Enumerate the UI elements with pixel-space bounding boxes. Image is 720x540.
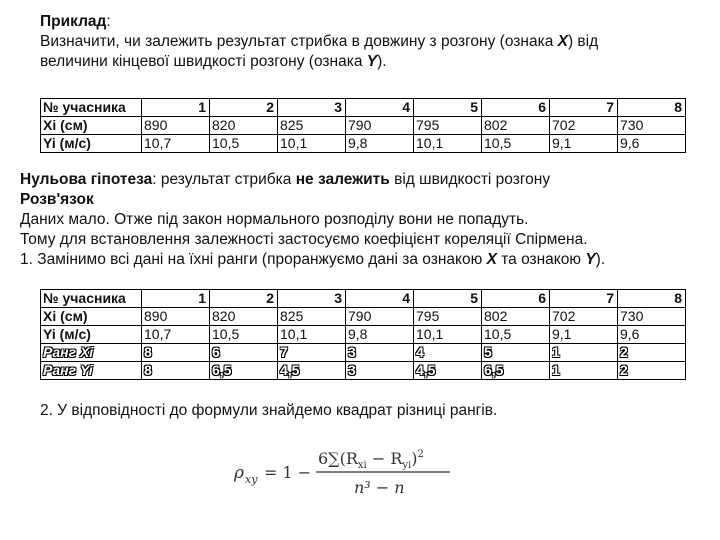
participant-number: 6 xyxy=(482,99,550,117)
table-cell: 10,1 xyxy=(278,326,346,344)
table-cell: 825 xyxy=(278,117,346,135)
table-cell: 7 xyxy=(278,344,346,362)
table-cell: 4 xyxy=(414,344,482,362)
table-cell: 2 xyxy=(618,362,686,380)
participant-number: 7 xyxy=(550,99,618,117)
line-data: Даних мало. Отже під закон нормального розподілу вони не попадуть. xyxy=(20,211,529,228)
participant-number: 2 xyxy=(210,99,278,117)
table-cell: 10,5 xyxy=(482,326,550,344)
table-header-row xyxy=(41,290,686,308)
table-cell: 10,1 xyxy=(278,135,346,153)
table-cell: 3 xyxy=(346,344,414,362)
participant-number: 8 xyxy=(618,99,686,117)
table-cell: 4,5 xyxy=(414,362,482,380)
participant-number: 2 xyxy=(210,290,278,308)
row-label: Yi (м/с) xyxy=(41,326,142,344)
table-cell: 1 xyxy=(550,362,618,380)
table-cell: 802 xyxy=(482,117,550,135)
table-cell: 790 xyxy=(346,117,414,135)
formula-rho: ρ xyxy=(234,463,244,483)
row-label: Ранг Yi xyxy=(41,362,142,380)
intro-title: Приклад: xyxy=(40,13,111,30)
table-cell: 10,1 xyxy=(414,135,482,153)
step-1: 1. Замінимо всі дані на їхні ранги (проранжуємо дані за ознакою X та ознакою Y). xyxy=(20,251,606,268)
table-cell: 4,5 xyxy=(278,362,346,380)
table-cell: 10,5 xyxy=(210,326,278,344)
table-row xyxy=(41,117,686,135)
participant-number: 5 xyxy=(414,290,482,308)
table-row xyxy=(41,344,686,362)
intro-text xyxy=(40,12,598,72)
table-cell: 9,8 xyxy=(346,326,414,344)
step-2: 2. У відповідності до формули знайдемо квадрат різниці рангів. xyxy=(40,402,498,419)
table-cell: 730 xyxy=(618,117,686,135)
formula-numerator: $6\sum(R_{xi} - R_{yi})^2$ xyxy=(318,449,424,471)
solution-heading: Розв'язок xyxy=(20,191,94,208)
table-cell: 9,8 xyxy=(346,135,414,153)
line-method: Тому для встановлення залежності застосуємо коефіцієнт кореляції Спірмена. xyxy=(20,231,588,248)
null-hypothesis: Нульова гіпотеза: результат стрибка не залежить від швидкості розгону xyxy=(20,171,551,188)
participant-number: 3 xyxy=(278,290,346,308)
table-cell: 820 xyxy=(210,117,278,135)
table-cell: 1 xyxy=(550,344,618,362)
row-label: Xi (см) xyxy=(41,308,142,326)
solution-text xyxy=(20,170,605,270)
formula-eq: = 1 − xyxy=(264,463,312,482)
participant-number: 8 xyxy=(618,290,686,308)
table-cell: 8 xyxy=(142,362,210,380)
table-cell: 9,6 xyxy=(618,326,686,344)
participant-number: 3 xyxy=(278,99,346,117)
table-cell: 890 xyxy=(142,117,210,135)
participant-number: 7 xyxy=(550,290,618,308)
table-cell: 10,5 xyxy=(210,135,278,153)
table-cell: 9,1 xyxy=(550,135,618,153)
table-row xyxy=(41,326,686,344)
table-cell: 5 xyxy=(482,344,550,362)
participant-number: 5 xyxy=(414,99,482,117)
table-cell: 3 xyxy=(346,362,414,380)
table-cell: 825 xyxy=(278,308,346,326)
table-cell: 10,5 xyxy=(482,135,550,153)
header-label: № учасника xyxy=(41,99,142,117)
table-cell: 10,7 xyxy=(142,135,210,153)
table-cell: 802 xyxy=(482,308,550,326)
table-row xyxy=(41,362,686,380)
table-cell: 6,5 xyxy=(210,362,278,380)
participant-number: 6 xyxy=(482,290,550,308)
formula-rho-sub: xy xyxy=(245,473,258,486)
table-cell: 9,6 xyxy=(618,135,686,153)
rank-table xyxy=(40,289,686,380)
table-cell: 890 xyxy=(142,308,210,326)
participant-number: 4 xyxy=(346,290,414,308)
table-cell: 8 xyxy=(142,344,210,362)
table-cell: 6 xyxy=(210,344,278,362)
header-label: № учасника xyxy=(41,290,142,308)
table-row xyxy=(41,135,686,153)
table-cell: 702 xyxy=(550,117,618,135)
table-cell: 6,5 xyxy=(482,362,550,380)
table-row xyxy=(41,308,686,326)
table-header-row xyxy=(41,99,686,117)
table-cell: 702 xyxy=(550,308,618,326)
table-cell: 730 xyxy=(618,308,686,326)
table-cell: 2 xyxy=(618,344,686,362)
spearman-formula xyxy=(230,440,460,500)
table-cell: 795 xyxy=(414,117,482,135)
participant-number: 1 xyxy=(142,290,210,308)
intro-line-2: величини кінцевої швидкості розгону (ознака Y). xyxy=(40,53,387,70)
row-label: Xi (см) xyxy=(41,117,142,135)
row-label: Ранг Xi xyxy=(41,344,142,362)
table-cell: 790 xyxy=(346,308,414,326)
table-cell: 820 xyxy=(210,308,278,326)
participant-number: 4 xyxy=(346,99,414,117)
row-label: Yi (м/с) xyxy=(41,135,142,153)
table-cell: 10,7 xyxy=(142,326,210,344)
formula-denominator: n³ − n xyxy=(354,478,405,497)
table-cell: 795 xyxy=(414,308,482,326)
data-table xyxy=(40,98,686,153)
intro-line-1: Визначити, чи залежить результат стрибка в довжину з розгону (ознака X) від xyxy=(40,33,599,50)
table-cell: 9,1 xyxy=(550,326,618,344)
participant-number: 1 xyxy=(142,99,210,117)
table-cell: 10,1 xyxy=(414,326,482,344)
